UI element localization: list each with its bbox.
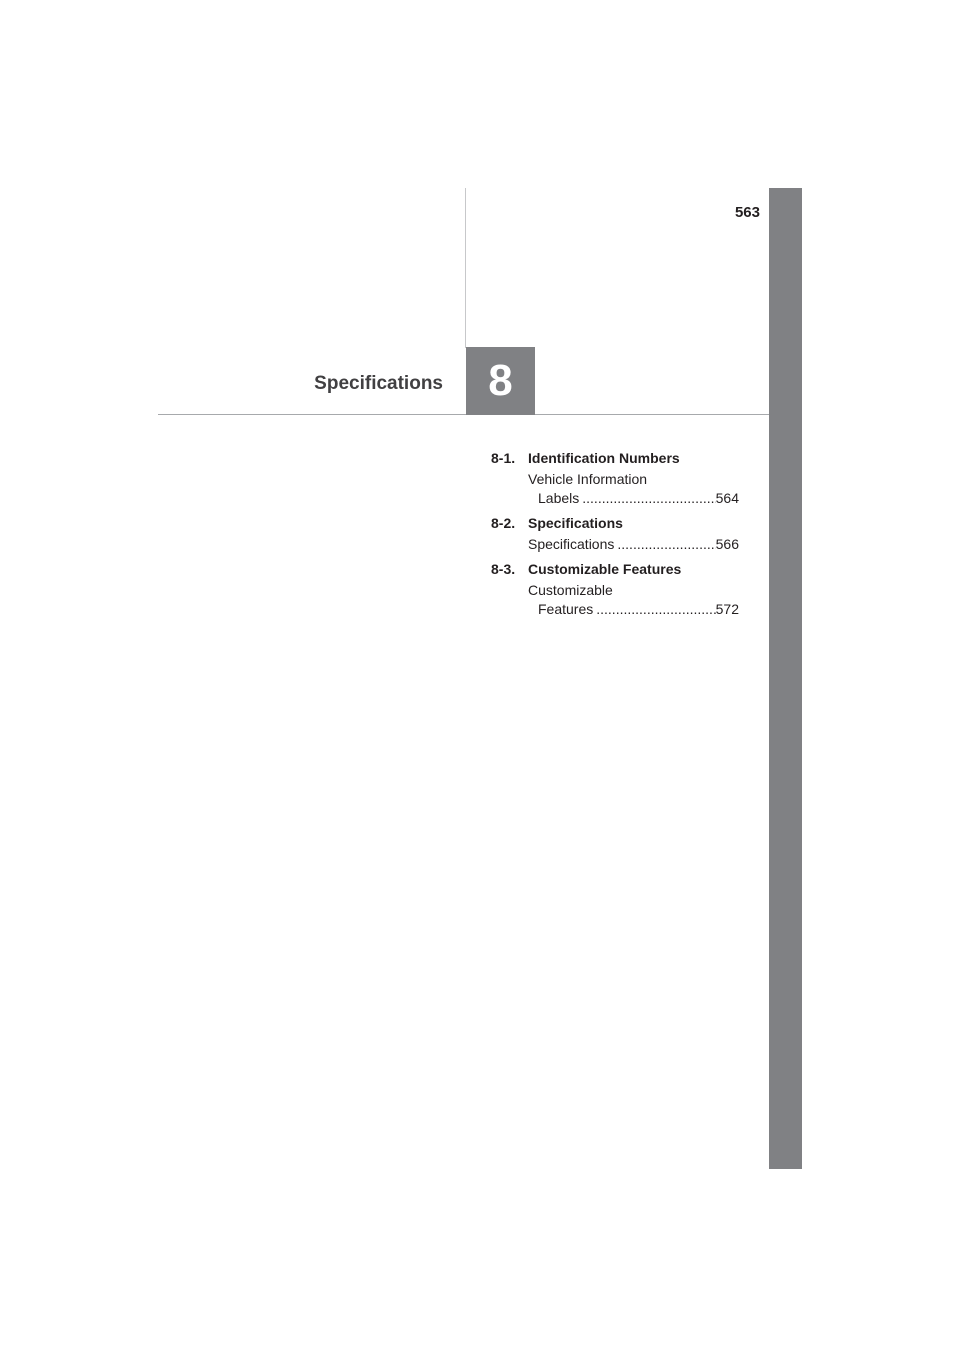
section-title: Specifications [314, 373, 443, 394]
toc-heading[interactable] [491, 449, 739, 467]
chapter-number-box [466, 347, 535, 415]
vertical-divider [465, 188, 466, 348]
toc-entry[interactable] [491, 470, 739, 508]
toc-section-heading: Specifications [528, 515, 623, 531]
toc-section-number: 8-3. [491, 561, 516, 577]
toc-entry[interactable] [491, 581, 739, 619]
page-number: 563 [734, 204, 760, 221]
chapter-number: 8 [488, 356, 513, 405]
toc-section-heading: Identification Numbers [528, 450, 680, 466]
toc-entry-title-cont: Labels [538, 490, 580, 506]
toc-entry-page: 564 [715, 490, 739, 506]
toc-section [491, 560, 739, 619]
toc-section-number: 8-1. [491, 450, 516, 466]
toc-entry-page: 572 [715, 601, 739, 617]
toc-section [491, 449, 739, 508]
toc-entry-title: Vehicle Information [528, 471, 648, 487]
toc-entry-page: 566 [715, 536, 739, 552]
toc-section [491, 514, 739, 554]
toc-heading[interactable] [491, 514, 739, 532]
toc-entry-title: Customizable [528, 582, 613, 598]
toc-section-number: 8-2. [491, 515, 516, 531]
toc-leader-dots [614, 535, 715, 554]
horizontal-divider [158, 414, 769, 415]
table-of-contents [491, 449, 739, 625]
chapter-side-tab [769, 188, 802, 1169]
toc-entry-title: Specifications [528, 536, 615, 552]
toc-entry-title-cont: Features [538, 601, 594, 617]
toc-heading[interactable] [491, 560, 739, 578]
toc-leader-dots [579, 489, 715, 508]
toc-section-heading: Customizable Features [528, 561, 682, 577]
toc-entry[interactable] [491, 535, 739, 554]
toc-leader-dots [593, 600, 715, 619]
